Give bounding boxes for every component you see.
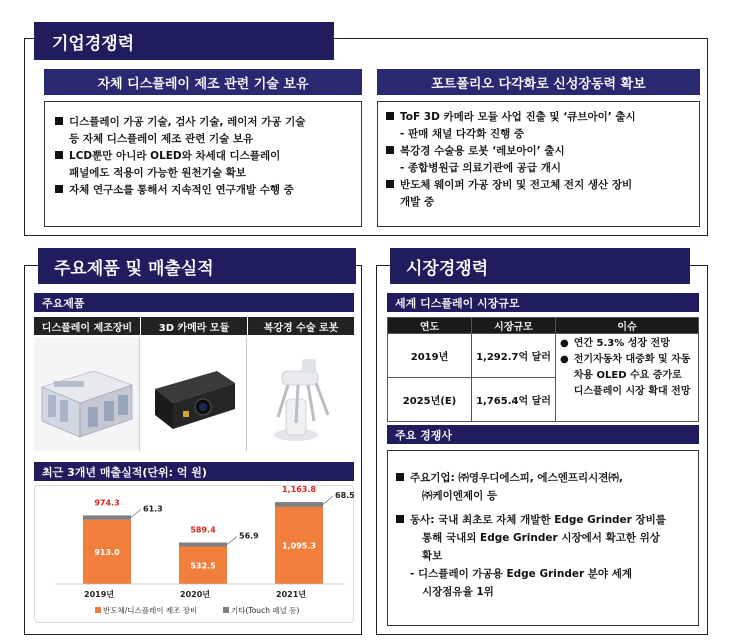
bar-other: [179, 543, 227, 547]
competitiveness-title: 기업경쟁력: [52, 33, 135, 54]
market-title: 시장경쟁력: [406, 258, 489, 279]
right-bullet-1: ToF 3D 카메라 모듈 사업 진출 및 ‘큐브아이’ 출시 - 판매 채널 다각화 진행 중: [386, 109, 693, 143]
sales-chart: [34, 485, 354, 623]
competitor-major: 주요기업: ㈜영우디에스피, 에스엔프리시젼㈜, ㈜케이엔제이 등: [396, 469, 692, 505]
legend-swatch-main: [95, 607, 101, 613]
sales-chart-svg: [35, 486, 355, 624]
header-issue: 이슈: [556, 318, 699, 334]
header-size: 시장규모: [472, 318, 556, 334]
data-label-main: 1,095.3: [282, 541, 316, 551]
data-label-other: 61.3: [143, 504, 163, 514]
competitors-bar: 주요 경쟁사: [387, 425, 699, 444]
right-bullets-box: [377, 101, 700, 227]
surgical-robot-illustration: [248, 337, 354, 451]
left-tab-label: 자체 디스플레이 제조 관련 기술 보유: [97, 76, 309, 92]
leader-line: [227, 537, 237, 545]
data-label-main: 532.5: [190, 561, 216, 571]
row-size: 1,765.4억 달러: [472, 378, 556, 422]
products-banner: [38, 248, 356, 284]
data-label-total: 1,163.8: [282, 486, 316, 495]
bar-other: [275, 502, 323, 507]
x-tick-label: 2020년: [180, 590, 210, 599]
right-bullet-3: 반도체 웨이퍼 가공 장비 및 전고체 전지 생산 장비 개발 중: [386, 177, 693, 211]
right-tab-label: 포트폴리오 다각화로 신성장동력 확보: [431, 76, 646, 92]
sales-bar: 최근 3개년 매출실적(단위: 억 원): [34, 462, 354, 481]
products-bar: 주요제품: [34, 293, 354, 312]
leader-line: [323, 496, 333, 504]
bullet-square-icon: [55, 151, 63, 159]
product-image-3: [248, 337, 354, 451]
bullet-square-icon: [55, 117, 63, 125]
row-size: 1,292.7억 달러: [472, 334, 556, 378]
left-bullet-1: 디스플레이 가공 기술, 검사 기술, 레이저 가공 기술 등 자체 디스플레이 제조 관련 기술 보유: [55, 114, 353, 148]
data-label-other: 68.5: [335, 491, 355, 501]
header-year: 연도: [388, 318, 472, 334]
right-tab: [377, 69, 700, 95]
table-row: [388, 334, 699, 378]
data-label-other: 56.9: [239, 531, 259, 541]
bullet-dot-icon: ●: [560, 354, 569, 365]
issue-item-2: ● 전기자동차 대중화 및 자동차용 OLED 수요 증가로 디스플레이 시장 확대 전망: [560, 352, 694, 400]
bullet-square-icon: [396, 515, 404, 523]
market-banner: [390, 248, 690, 284]
data-label-total: 589.4: [190, 525, 216, 535]
product-label-2: 3D 카메라 모듈: [141, 317, 247, 335]
bullet-dot-icon: ●: [560, 338, 569, 349]
x-tick-label: 2021년: [276, 590, 306, 599]
legend-label-other: 기타(Touch 패널 등): [231, 606, 300, 615]
product-image-2: [141, 337, 247, 451]
camera-module-illustration: [141, 337, 247, 451]
products-title: 주요제품 및 매출실적: [54, 258, 214, 279]
legend-label-main: 반도체/디스플레이 제조 장비: [103, 606, 198, 615]
left-tab: [44, 69, 362, 95]
product-label-3: 복강경 수술 로봇: [248, 317, 354, 335]
bullet-square-icon: [386, 146, 394, 154]
leader-line: [131, 509, 141, 517]
left-bullet-3: 자체 연구소를 통해서 지속적인 연구개발 수행 중: [55, 182, 353, 199]
market-size-table: [387, 317, 699, 422]
bar-other: [83, 515, 131, 519]
display-equipment-illustration: [34, 337, 140, 451]
bullet-square-icon: [386, 180, 394, 188]
x-tick-label: 2019년: [84, 590, 114, 599]
right-bullet-2: 복강경 수술용 로봇 ‘레보아이’ 출시 - 종합병원급 의료기관에 공급 개시: [386, 143, 693, 177]
competitor-self: 동사: 국내 최초로 자체 개발한 Edge Grinder 장비를 통해 국내외 Edge Grinder 시장에서 확고한 위상 확보 - 디스플레이 가공용 Edge Grinder 분야 세계 시장점유율 1위: [396, 511, 692, 601]
left-bullet-2: LCD뿐만 아니라 OLED와 차세대 디스플레이 패널에도 적용이 가능한 원천기술 확보: [55, 148, 353, 182]
bullet-square-icon: [55, 185, 63, 193]
competitors-box: [387, 450, 699, 626]
data-label-total: 974.3: [94, 498, 120, 508]
left-bullets-box: [44, 101, 362, 227]
row-year: 2019년: [388, 334, 472, 378]
legend-swatch-other: [223, 607, 229, 613]
data-label-main: 913.0: [94, 547, 120, 557]
bullet-square-icon: [396, 473, 404, 481]
table-header-row: [388, 318, 699, 334]
market-size-bar: 세계 디스플레이 시장규모: [387, 293, 699, 312]
issue-item-1: ● 연간 5.3% 성장 전망: [560, 336, 694, 352]
competitiveness-banner: [34, 22, 334, 60]
bullet-square-icon: [386, 112, 394, 120]
issues-cell: [556, 334, 699, 422]
product-image-1: [34, 337, 140, 451]
row-year: 2025년(E): [388, 378, 472, 422]
product-label-1: 디스플레이 제조장비: [34, 317, 140, 335]
